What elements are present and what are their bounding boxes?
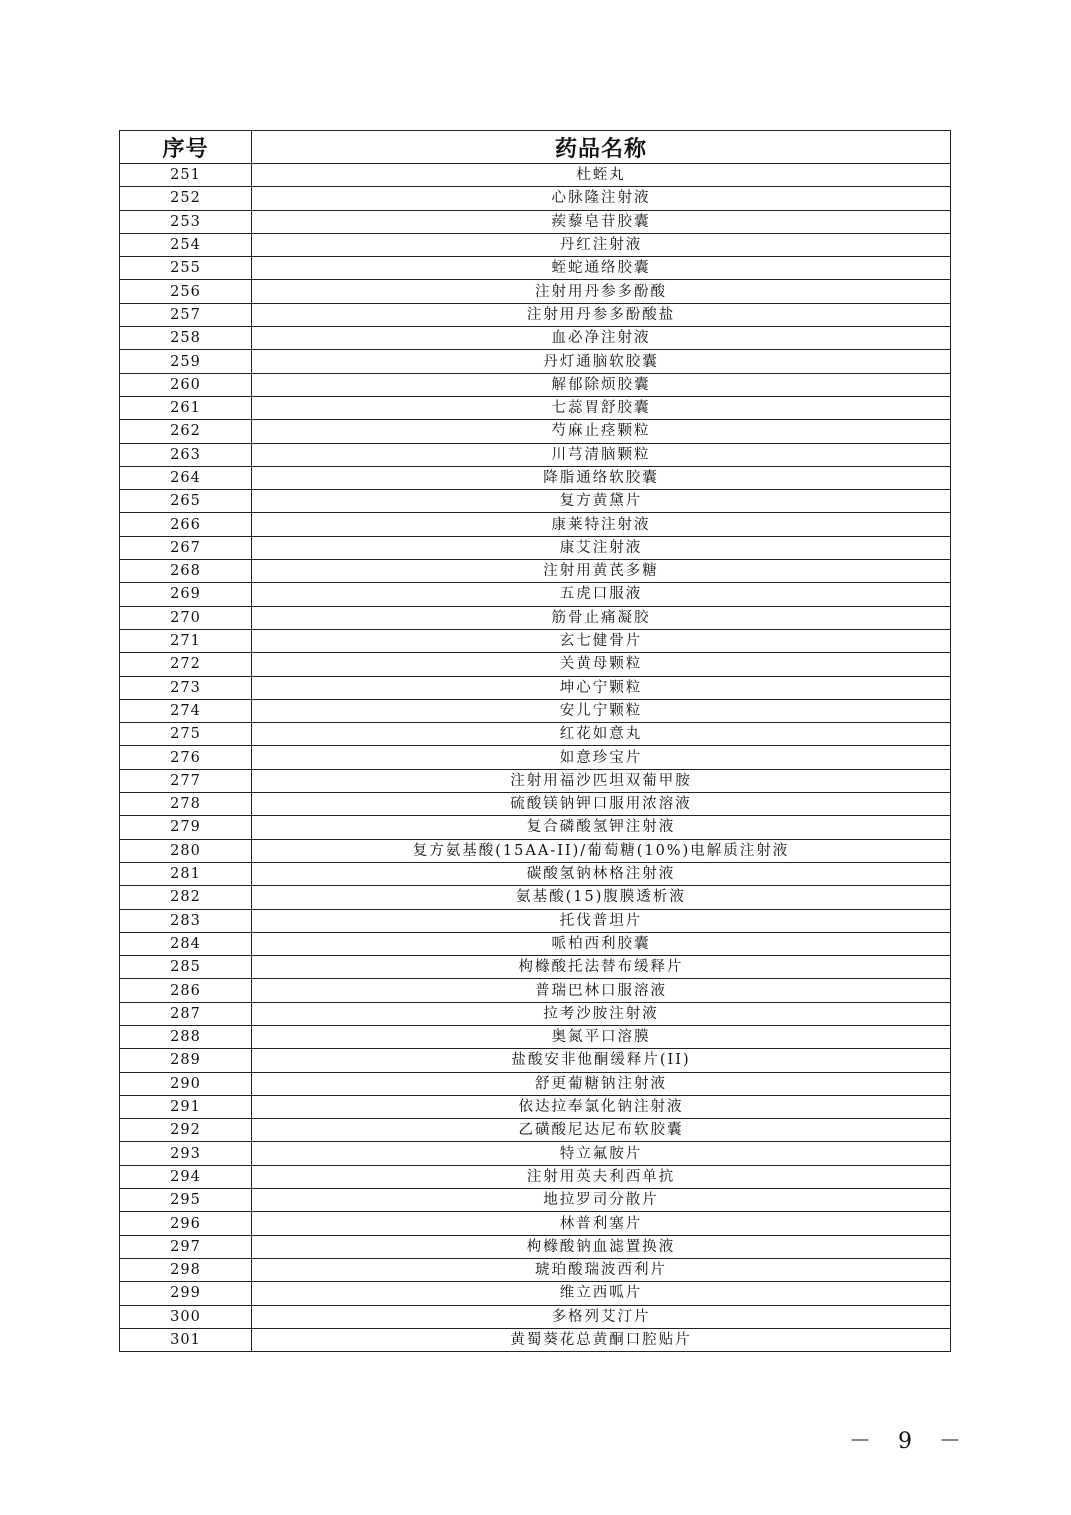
serial-number-cell: 251 [120,164,252,187]
drug-name-cell: 多格列艾汀片 [252,1305,951,1328]
table-row [120,1258,951,1281]
drug-name-cell: 拉考沙胺注射液 [252,1002,951,1025]
serial-number-cell: 279 [120,816,252,839]
drug-name-cell: 碳酸氢钠林格注射液 [252,862,951,885]
serial-number-cell: 299 [120,1282,252,1305]
drug-name-cell: 注射用黄芪多糖 [252,560,951,583]
drug-name-cell: 芍麻止痉颗粒 [252,420,951,443]
serial-number-cell: 253 [120,210,252,233]
table-row [120,443,951,466]
drug-name-cell: 丹灯通脑软胶囊 [252,350,951,373]
drug-name-cell: 七蕊胃舒胶囊 [252,396,951,419]
drug-name-cell: 氨基酸(15)腹膜透析液 [252,886,951,909]
table-header-row [120,131,951,164]
serial-number-cell: 295 [120,1189,252,1212]
serial-number-cell: 296 [120,1212,252,1235]
table-row [120,350,951,373]
drug-name-cell: 坤心宁颗粒 [252,676,951,699]
serial-number-cell: 272 [120,653,252,676]
serial-number-cell: 294 [120,1165,252,1188]
drug-name-cell: 复方氨基酸(15AA-II)/葡萄糖(10%)电解质注射液 [252,839,951,862]
drug-list-table [119,130,951,1352]
table-row [120,210,951,233]
drug-name-cell: 血必净注射液 [252,327,951,350]
serial-number-cell: 283 [120,909,252,932]
table-row [120,373,951,396]
table-row [120,280,951,303]
serial-number-cell: 257 [120,303,252,326]
table-row [120,629,951,652]
serial-number-cell: 285 [120,956,252,979]
table-row [120,1235,951,1258]
drug-name-cell: 林普利塞片 [252,1212,951,1235]
drug-name-cell: 硫酸镁钠钾口服用浓溶液 [252,793,951,816]
serial-number-cell: 297 [120,1235,252,1258]
table-row [120,257,951,280]
drug-name-cell: 杜蛭丸 [252,164,951,187]
drug-name-cell: 琥珀酸瑞波西利片 [252,1258,951,1281]
serial-number-cell: 267 [120,536,252,559]
table-body [120,164,951,1352]
drug-name-cell: 降脂通络软胶囊 [252,466,951,489]
table-row [120,699,951,722]
serial-number-cell: 291 [120,1095,252,1118]
table-row [120,1328,951,1351]
table-row [120,723,951,746]
table-row [120,1189,951,1212]
table-row [120,1119,951,1142]
table-row [120,1282,951,1305]
drug-name-cell: 注射用丹参多酚酸 [252,280,951,303]
drug-name-cell: 乙磺酸尼达尼布软胶囊 [252,1119,951,1142]
drug-name-cell: 注射用福沙匹坦双葡甲胺 [252,769,951,792]
serial-number-cell: 265 [120,490,252,513]
drug-name-cell: 复合磷酸氢钾注射液 [252,816,951,839]
drug-name-cell: 安儿宁颗粒 [252,699,951,722]
drug-name-cell: 特立氟胺片 [252,1142,951,1165]
table-row [120,513,951,536]
table-row [120,187,951,210]
drug-name-cell: 注射用丹参多酚酸盐 [252,303,951,326]
drug-name-cell: 舒更葡糖钠注射液 [252,1072,951,1095]
table-row [120,932,951,955]
serial-number-cell: 277 [120,769,252,792]
serial-number-cell: 269 [120,583,252,606]
serial-number-cell: 288 [120,1025,252,1048]
serial-number-cell: 260 [120,373,252,396]
table-row [120,1025,951,1048]
drug-name-cell: 丹红注射液 [252,233,951,256]
serial-number-cell: 259 [120,350,252,373]
table-row [120,793,951,816]
drug-name-cell: 蒺藜皂苷胶囊 [252,210,951,233]
table-row [120,490,951,513]
table-row [120,420,951,443]
serial-number-cell: 282 [120,886,252,909]
serial-number-cell: 280 [120,839,252,862]
serial-number-cell: 278 [120,793,252,816]
drug-name-cell: 如意珍宝片 [252,746,951,769]
table-row [120,1165,951,1188]
drug-name-cell: 红花如意丸 [252,723,951,746]
serial-number-cell: 268 [120,560,252,583]
table-row [120,1095,951,1118]
table-row [120,1072,951,1095]
serial-number-cell: 275 [120,723,252,746]
serial-number-cell: 290 [120,1072,252,1095]
serial-number-cell: 276 [120,746,252,769]
serial-number-cell: 262 [120,420,252,443]
table-row [120,606,951,629]
table-row [120,233,951,256]
drug-name-cell: 蛭蛇通络胶囊 [252,257,951,280]
serial-number-cell: 301 [120,1328,252,1351]
drug-name-cell: 关黄母颗粒 [252,653,951,676]
serial-number-cell: 264 [120,466,252,489]
serial-number-cell: 274 [120,699,252,722]
table-row [120,1049,951,1072]
page-number: － 9 － [849,1429,971,1454]
table-row [120,676,951,699]
serial-number-cell: 293 [120,1142,252,1165]
drug-name-cell: 枸橼酸托法替布缓释片 [252,956,951,979]
table-row [120,1142,951,1165]
table-row [120,1212,951,1235]
drug-name-cell: 维立西呱片 [252,1282,951,1305]
serial-number-cell: 286 [120,979,252,1002]
table-row [120,746,951,769]
drug-name-cell: 依达拉奉氯化钠注射液 [252,1095,951,1118]
serial-number-cell: 292 [120,1119,252,1142]
drug-name-cell: 注射用英夫利西单抗 [252,1165,951,1188]
drug-name-cell: 解郁除烦胶囊 [252,373,951,396]
table-row [120,886,951,909]
table-row [120,653,951,676]
table-row [120,862,951,885]
table-row [120,583,951,606]
table-row [120,956,951,979]
drug-name-cell: 托伐普坦片 [252,909,951,932]
table-row [120,979,951,1002]
drug-name-cell: 奥氮平口溶膜 [252,1025,951,1048]
drug-name-cell: 地拉罗司分散片 [252,1189,951,1212]
serial-number-cell: 273 [120,676,252,699]
table-row [120,164,951,187]
table-row [120,536,951,559]
header-drug-name: 药品名称 [252,131,951,164]
table-row [120,1002,951,1025]
serial-number-cell: 281 [120,862,252,885]
serial-number-cell: 252 [120,187,252,210]
table-row [120,839,951,862]
table-row [120,560,951,583]
serial-number-cell: 255 [120,257,252,280]
serial-number-cell: 300 [120,1305,252,1328]
drug-name-cell: 筋骨止痛凝胶 [252,606,951,629]
drug-name-cell: 复方黄黛片 [252,490,951,513]
drug-name-cell: 枸橼酸钠血滤置换液 [252,1235,951,1258]
drug-name-cell: 哌柏西利胶囊 [252,932,951,955]
serial-number-cell: 256 [120,280,252,303]
table-row [120,909,951,932]
serial-number-cell: 266 [120,513,252,536]
serial-number-cell: 270 [120,606,252,629]
serial-number-cell: 271 [120,629,252,652]
table-row [120,303,951,326]
table-row [120,816,951,839]
drug-name-cell: 心脉隆注射液 [252,187,951,210]
drug-name-cell: 玄七健骨片 [252,629,951,652]
table-row [120,327,951,350]
serial-number-cell: 254 [120,233,252,256]
drug-name-cell: 黄蜀葵花总黄酮口腔贴片 [252,1328,951,1351]
serial-number-cell: 298 [120,1258,252,1281]
drug-name-cell: 川芎清脑颗粒 [252,443,951,466]
header-serial-number: 序号 [120,131,252,164]
serial-number-cell: 261 [120,396,252,419]
serial-number-cell: 289 [120,1049,252,1072]
serial-number-cell: 287 [120,1002,252,1025]
drug-name-cell: 盐酸安非他酮缓释片(II) [252,1049,951,1072]
drug-name-cell: 康艾注射液 [252,536,951,559]
serial-number-cell: 263 [120,443,252,466]
table-row [120,1305,951,1328]
drug-name-cell: 普瑞巴林口服溶液 [252,979,951,1002]
table-row [120,396,951,419]
drug-name-cell: 康莱特注射液 [252,513,951,536]
table-row [120,769,951,792]
drug-name-cell: 五虎口服液 [252,583,951,606]
serial-number-cell: 284 [120,932,252,955]
serial-number-cell: 258 [120,327,252,350]
table-row [120,466,951,489]
